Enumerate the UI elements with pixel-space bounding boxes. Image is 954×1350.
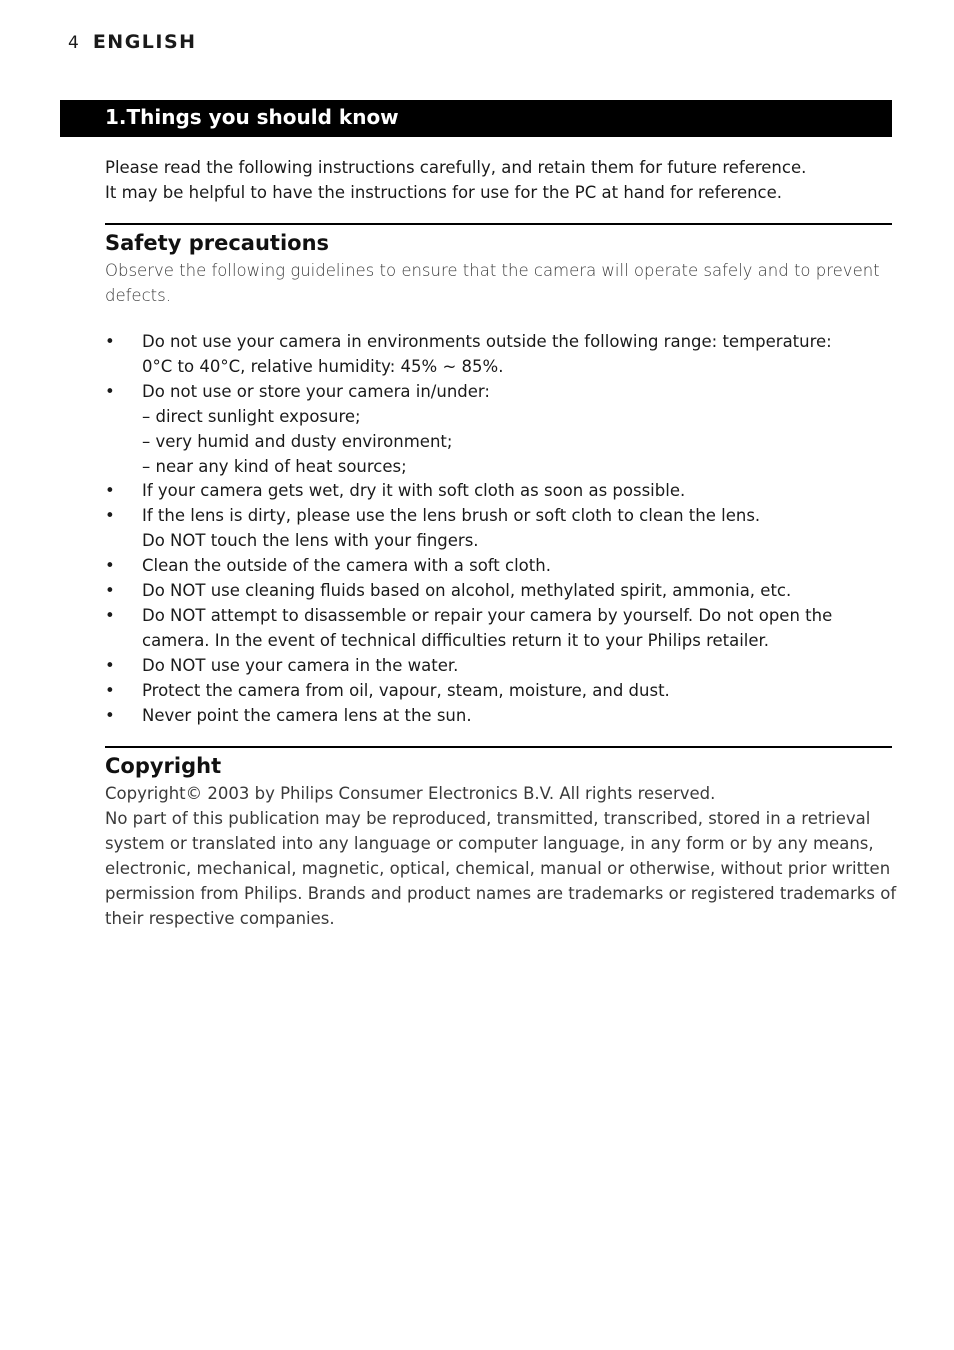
copyright-line: electronic, mechanical, magnetic, optical, chemical, manual or otherwise, without prior written xyxy=(105,859,891,878)
list-item xyxy=(105,330,895,380)
list-item-text: Do NOT attempt to disassemble or repair your camera by yourself. Do not open the xyxy=(142,605,833,625)
chapter-banner xyxy=(60,100,892,137)
list-item-text: If the lens is dirty, please use the lens brush or soft cloth to clean the lens. xyxy=(142,506,761,526)
intro-line: It may be helpful to have the instructions for use for the PC at hand for reference. xyxy=(105,183,783,202)
list-item xyxy=(105,604,895,654)
list-item-text: If your camera gets wet, dry it with soft cloth as soon as possible. xyxy=(142,481,686,501)
list-item-text: Clean the outside of the camera with a soft cloth. xyxy=(142,556,551,576)
copyright-heading: Copyright xyxy=(105,754,222,778)
safety-lead xyxy=(105,258,892,308)
intro-paragraph xyxy=(105,155,895,205)
list-item xyxy=(105,380,895,480)
bullet-icon: • xyxy=(105,506,115,526)
copyright-body xyxy=(105,781,897,931)
list-item-text: Never point the camera lens at the sun. xyxy=(142,705,472,725)
intro-line: Please read the following instructions carefully, and retain them for future reference. xyxy=(105,158,807,177)
copyright-section xyxy=(105,746,897,931)
list-item-text: Do not use your camera in environments outside the following range: temperature: xyxy=(142,332,832,351)
copyright-line: system or translated into any language or computer language, in any form or by any means, xyxy=(105,834,874,853)
list-item xyxy=(105,704,895,729)
list-item xyxy=(105,554,895,579)
list-item-subtext: – direct sunlight exposure; xyxy=(142,406,361,426)
bullet-icon: • xyxy=(105,332,115,351)
list-item xyxy=(105,504,895,554)
language-label: ENGLISH xyxy=(92,31,197,53)
safety-section xyxy=(105,223,892,308)
list-item-text: camera. In the event of technical difficulties return it to your Philips retailer. xyxy=(142,630,770,650)
chapter-title: 1.Things you should know xyxy=(105,105,399,129)
page-number: 4 xyxy=(68,33,79,53)
list-item xyxy=(105,579,895,604)
list-item xyxy=(105,679,895,704)
bullet-icon: • xyxy=(105,556,115,576)
bullet-icon: • xyxy=(105,605,115,625)
bullet-icon: • xyxy=(105,581,115,601)
bullet-icon: • xyxy=(105,705,115,725)
copyright-line: their respective companies. xyxy=(105,909,335,928)
list-item-text: 0°C to 40°C, relative humidity: 45% ~ 85%. xyxy=(142,356,504,376)
list-item-text: Do NOT use your camera in the water. xyxy=(142,655,459,675)
list-item xyxy=(105,654,895,679)
list-item-text: Do NOT touch the lens with your fingers. xyxy=(142,531,479,551)
copyright-line: No part of this publication may be reproduced, transmitted, transcribed, stored in a retrieval xyxy=(105,809,871,828)
safety-list xyxy=(105,330,895,729)
bullet-icon: • xyxy=(105,680,115,700)
page-header xyxy=(68,31,197,55)
list-item-text: Protect the camera from oil, vapour, steam, moisture, and dust. xyxy=(142,680,670,700)
copyright-line: permission from Philips. Brands and product names are trademarks or registered trademarks of xyxy=(105,884,897,903)
bullet-icon: • xyxy=(105,481,115,501)
list-item-text: Do NOT use cleaning fluids based on alcohol, methylated spirit, ammonia, etc. xyxy=(142,581,792,601)
list-item-subtext: – very humid and dusty environment; xyxy=(142,431,453,451)
bullet-icon: • xyxy=(105,381,115,401)
list-item xyxy=(105,479,895,504)
safety-lead-line: defects. xyxy=(105,286,171,305)
list-item-subtext: – near any kind of heat sources; xyxy=(142,456,407,476)
bullet-icon: • xyxy=(105,655,115,675)
safety-heading: Safety precautions xyxy=(105,231,330,255)
copyright-line: Copyright© 2003 by Philips Consumer Electronics B.V. All rights reserved. xyxy=(105,784,716,803)
safety-lead-line: Observe the following guidelines to ensure that the camera will operate safely and to prevent xyxy=(105,261,880,280)
list-item-text: Do not use or store your camera in/under: xyxy=(142,381,490,401)
